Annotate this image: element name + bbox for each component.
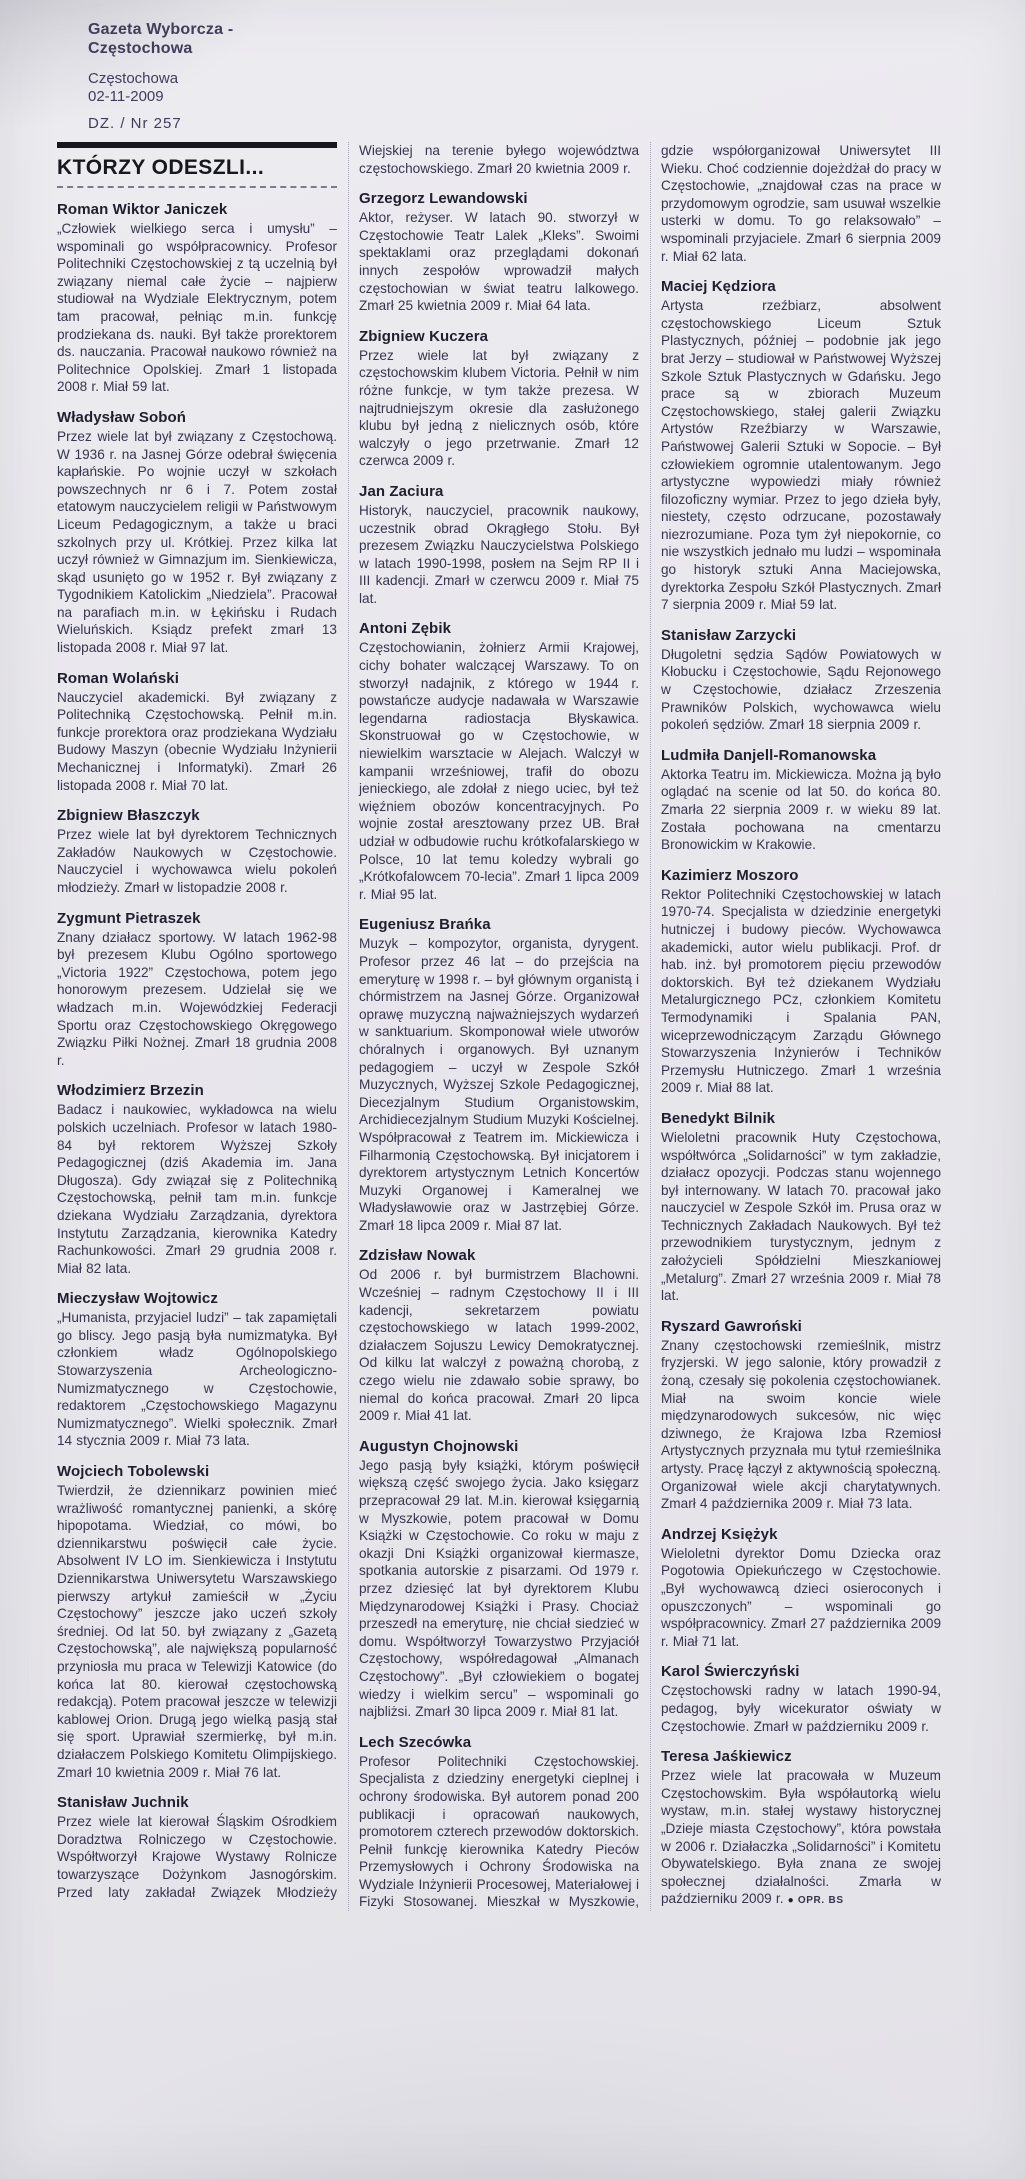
obituary-name: Stanisław Juchnik	[57, 1794, 189, 1812]
compiler-credit: OPR. BS	[797, 1895, 844, 1907]
obituary-name: Kazimierz Moszoro	[661, 866, 799, 884]
masthead-city: Częstochowa	[88, 70, 179, 87]
obituary-name: Zbigniew Błaszczyk	[57, 807, 200, 825]
obituary-text: Przez wiele lat kierował Śląskim Ośrodkiem Doradztwa Rolniczego w Częstochowie. Współtworzył Krajowe Wystawy Rolnicze towarzyszące Dożynkom Jasnogórskim. Przed laty zakładał Związek Młodzieży Wiejskiej na terenie byłego województwa częstochowskiego. Zmarł 20 kwietnia 2009 r.	[57, 143, 639, 1900]
obituary-text: Częstochowski radny w latach 1990-94, pedagog, były wicekurator oświaty w Częstochowie. Zmarł w październiku 2009 r.	[661, 1683, 941, 1734]
obituary-name: Zygmunt Pietraszek	[57, 909, 201, 927]
obituary-text: Artysta rzeźbiarz, absolwent częstochowskiego Liceum Sztuk Plastycznych, później – podobnie jak jego brat Jerzy – studiował w Państwowej Wyższej Szkole Sztuk Plastycznych w Gdańsku. Jego prace są w zbiorach Muzeum Częstochowskiego, stałej galerii Związku Artystów Rzeźbiarzy w Warszawie, Państwowej Galerii Sztuki w Sopocie. – Był człowiekiem ogromnie utalentowanym. Jego artystyczne wypowiedzi miały również filozoficzny wymiar. Przez to jego dzieła były, niestety, często odrzucane, pozostawały niezrozumiane. Poza tym żył niepokornie, co nie wszystkich jednało mu ludzi – wspominała go historyk sztuki Anna Maciejowska, dyrektorka Zespołu Szkół Plastycznych. Zmarł 7 sierpnia 2009 r. Miał 59 lat.	[661, 298, 941, 613]
obituary-name: Jan Zaciura	[359, 482, 444, 500]
obituary-text: Nauczyciel akademicki. Był związany z Politechniką Częstochowską. Pełnił m.in. funkcje prorektora oraz prodziekana Wydziału Budowy Maszyn (obecnie Wydziału Inżynierii Mechanicznej i Informatyki). Zmarł 26 listopada 2008 r. Miał 70 lat.	[57, 689, 337, 793]
obituary-entry	[57, 807, 337, 896]
obituary-text: Przez wiele lat był dyrektorem Technicznych Zakładów Naukowych w Częstochowie. Nauczyciel i wychowawca wielu pokoleń młodzieży. Zmarł w listopadzie 2008 r.	[57, 827, 337, 895]
obituary-name: Ryszard Gawroński	[661, 1317, 802, 1335]
publication-title-line1: Gazeta Wyborcza -	[88, 21, 234, 38]
article-title: KTÓRZY ODESZLI...	[57, 156, 265, 179]
obituary-name: Stanisław Zarzycki	[661, 626, 797, 644]
obituary-name: Zbigniew Kuczera	[359, 327, 489, 345]
obituary-entry	[661, 867, 941, 1097]
obituary-entry	[57, 1290, 337, 1450]
obituary-name: Karol Świerczyński	[661, 1663, 800, 1681]
obituary-text: Wieloletni pracownik Huty Częstochowa, współtwórca „Solidarności” w tym zakładzie, działacz opozycji. Podczas stanu wojennego był internowany. W latach 70. pracował jako nauczyciel w Zespole Szkół im. Prusa oraz w Technicznych Zakładach Naukowych. Był też przewodnikiem turystycznym, jednym z założycieli Spółdzielni Mieszkaniowej „Metalurg”. Zmarł 27 września 2009 r. Miał 78 lat.	[661, 1129, 941, 1304]
article-title-block	[57, 142, 337, 188]
obituary-name: Mieczysław Wojtowicz	[57, 1290, 218, 1308]
obituary-name: Teresa Jaśkiewicz	[661, 1748, 792, 1766]
obituary-name: Wojciech Tobolewski	[57, 1463, 210, 1481]
obituary-entry	[359, 190, 639, 315]
obituary-text: Rektor Politechniki Częstochowskiej w latach 1970-74. Specjalista w dziedzinie energetyki hutniczej i budowy pieców. Wychowawca akademicki, autor wielu publikacji. Prof. dr hab. inż. był promotorem pięciu przewodów doktorskich. Był też dziekanem Wydziału Metalurgicznego PCz, członkiem Komitetu Termodynamiki i Spalania PAN, wiceprzewodniczącym Zarządu Głównego Stowarzyszenia Inżynierów i Techników Przemysłu Hutniczego. Zmarł 1 września 2009 r. Miał 88 lat.	[661, 886, 941, 1096]
obituary-entry	[359, 1438, 639, 1721]
obituary-entry	[57, 201, 337, 396]
obituary-text: Znany częstochowski rzemieślnik, mistrz fryzjerski. W jego salonie, który prowadził z żoną, czesały się pokolenia częstochowianek. Miał na swoim koncie wiele międzynarodowych sukcesów, nic więc dziwnego, że Krajowa Izba Rzemiosł Artystycznych przyznała mu tytuł rzemieślnika artysty. Pracę łączył z aktywnością społeczną. Organizował wiele akcji charytatywnych. Zmarł 4 października 2009 r. Miał 73 lata.	[661, 1337, 941, 1512]
obituary-name: Antoni Zębik	[359, 620, 452, 638]
obituary-text: Znany działacz sportowy. W latach 1962-98 był prezesem Klubu Ogólno sportowego „Victoria 1922” Częstochowa, potem jego honorowym prezesem. Udzielał się we władzach m.in. Wojewódzkiej Federacji Sportu oraz Częstochowskiego Okręgowego Związku Piłki Nożnej. Zmarł 18 grudnia 2008 r.	[57, 929, 337, 1068]
obituary-name: Andrzej Księżyk	[661, 1525, 778, 1543]
obituary-text: Wieloletni dyrektor Domu Dziecka oraz Pogotowia Opiekuńczego w Częstochowie. „Był wychowawcą dzieci osieroconych i opuszczonych” – wspominali go współpracownicy. Zmarł 27 października 2009 r. Miał 71 lat.	[661, 1545, 941, 1649]
obituary-text: „Człowiek wielkiego serca i umysłu” – wspominali go współpracownicy. Profesor Politechniki Częstochowskiej z tą uczelnią był związany niemal całe życie – najpierw studiował na Wydziale Elektrycznym, potem tam pracował, pełniąc m.in. funkcję prodziekana ds. nauki. Był także prorektorem ds. nauczania. Pracował naukowo również na Politechnice Opolskiej. Zmarł 1 listopada 2008 r. Miał 59 lat.	[57, 221, 337, 395]
obituary-text: Historyk, nauczyciel, pracownik naukowy, uczestnik obrad Okrągłego Stołu. Był prezesem Związku Nauczycielstwa Polskiego w latach 1990-1998, posłem na Sejm RP II i III kadencji. Zmarł w czerwcu 2009 r. Miał 75 lat.	[359, 502, 639, 606]
obituary-name: Lech Szecówka	[359, 1733, 472, 1751]
obituary-entry	[359, 916, 639, 1234]
masthead	[88, 20, 233, 133]
obituary-text: Profesor Politechniki Częstochowskiej. Specjalista z dziedziny energetyki cieplnej i ochrony środowiska. Był autorem ponad 200 publikacji i opracowań naukowych, promotorem czterech przewodów doktorskich. Pełnił funkcję kierownika Katedry Pieców Przemysłowych i Ochrony Środowiska na Wydziale Inżynierii Procesowej, Materiałowej i Fizyki Stosowanej. Mieszkał w Myszkowie, gdzie współorganizował Uniwersytet III Wieku. Choć codziennie dojeżdżał do pracy w Częstochowie, „znajdował czas na prace w przydomowym ogrodzie, sam usuwał wszelkie usterki w domu. To go relaksowało” – wspominali przyjaciele. Zmarł 6 sierpnia 2009 r. Miał 62 lata.	[359, 143, 941, 1910]
obituary-text: Przez wiele lat był związany z Częstochową. W 1936 r. na Jasnej Górze odebrał święcenia kapłańskie. Po wojnie uczył w szkołach powszechnych nr 6 i 7. Potem został etatowym nauczycielem religii w Państwowym Liceum Pedagogicznym, a także u braci szkolnych przy ul. Krótkiej. Przez kilka lat uczył również w Gimnazjum im. Sienkiewicza, skąd usunięto go w 1952 r. Był związany z Tygodnikiem Katolickim „Niedziela”. Pracował na parafiach m.in. w Łękińsku i Rudach Wieluńskich. Ksiądz prefekt zmarł 13 listopada 2008 r. Miał 97 lat.	[57, 428, 337, 656]
obituary-entry	[57, 409, 337, 657]
obituary-text: Od 2006 r. był burmistrzem Blachowni. Wcześniej – radnym Częstochowy II i III kadencji, sekretarzem powiatu częstochowskiego w latach 1999-2002, działaczem Sojuszu Lewicy Demokratycznej. Od kilku lat walczył z poważną chorobą, z czego wielu nie zdawało sobie sprawy, bo niemal do końca pracował. Zmarł 20 lipca 2009 r. Miał 41 lat.	[359, 1267, 639, 1424]
obituary-entry	[57, 670, 337, 795]
obituary-name: Benedykt Bilnik	[661, 1109, 776, 1127]
masthead-date: 02-11-2009	[88, 88, 164, 105]
obituary-entry	[661, 1526, 941, 1651]
obituary-name: Roman Wiktor Janiczek	[57, 201, 228, 218]
obituary-text: Muzyk – kompozytor, organista, dyrygent. Profesor przez 46 lat – do przejścia na emeryturę w 1998 r. – był głównym organistą i chórmistrzem na Jasnej Górze. Organizował oprawę muzyczną najważniejszych wydarzeń w sanktuarium. Skomponował wiele utworów chóralnych i organowych. Był uznanym pedagogiem – uczył w Zespole Szkół Muzycznych, Wyższej Szkole Pedagogicznej, Diecezjalnym Studium Organistowskim, Archidiecezjalnym Studium Muzyki Kościelnej. Współpracował z Teatrem im. Mickiewicza i Filharmonią Częstochowską. Był inicjatorem i dyrektorem artystycznym Letnich Koncertów Muzyki Organowej i Kameralnej we Władysławowie oraz w Jastrzębiej Górze. Zmarł 18 lipca 2009 r. Miał 87 lat.	[359, 936, 639, 1233]
obituary-entry	[359, 620, 639, 903]
obituary-name: Ludmiła Danjell-Romanowska	[661, 746, 877, 764]
obituary-name: Włodzimierz Brzezin	[57, 1082, 204, 1100]
publication-title-line2: Częstochowa	[88, 40, 193, 57]
obituary-entry	[661, 1663, 941, 1735]
obituary-text: Aktorka Teatru im. Mickiewicza. Można ją było oglądać na scenie od lat 50. do końca 80. Zmarła 22 sierpnia 2009 r. w wieku 89 lat. Została pochowana na cmentarzu Bronowickim w Krakowie.	[661, 766, 941, 853]
obituary-name: Maciej Kędziora	[661, 278, 776, 296]
obituary-name: Zdzisław Nowak	[359, 1247, 476, 1265]
masthead-issue-number: DZ. / Nr 257	[88, 115, 182, 132]
obituary-entry	[661, 1110, 941, 1305]
obituary-name: Grzegorz Lewandowski	[359, 190, 528, 208]
obituary-name: Władysław Soboń	[57, 408, 187, 426]
obituary-text-span: Przez wiele lat pracowała w Muzeum Częstochowskim. Była współautorką wielu wystaw, m.in. stałej wystawy historycznej „Dzieje miasta Częstochowy”, która powstała w 2006 r. Działaczka „Solidarności” i Komitetu Obywatelskiego. Była znana ze swojej społecznej działalności. Zmarła w październiku 2009 r.	[661, 1768, 941, 1907]
obituary-text: Długoletni sędzia Sądów Powiatowych w Kłobucku i Częstochowie, Sądu Rejonowego w Częstochowie, działacz Zrzeszenia Prawników Polskich, wychowawca wielu pokoleń sędziów. Zmarł 18 sierpnia 2009 r.	[661, 646, 941, 733]
obituary-entry	[57, 1463, 337, 1781]
obituary-name: Roman Wolański	[57, 669, 179, 687]
article-end-dot-icon: ●	[787, 1895, 794, 1907]
obituary-entry	[661, 1318, 941, 1513]
obituary-entry	[661, 747, 941, 854]
obituary-text: Twierdził, że dziennikarz powinien mieć wrażliwość romantycznej panienki, a skórę hipopotama. Wiedział, co mówi, bo dziennikarstwu poświęcił całe życie. Absolwent IV LO im. Sienkiewicza i Instytutu Dziennikarstwa Uniwersytetu Warszawskiego pierwszy artykuł zamieścił w „Życiu Częstochowy” jeszcze jako uczeń szkoły średniej. Od lat 50. był związany z „Gazetą Częstochowską”, ale największą popularność przyniosła mu praca w Telewizji Katowice (do końca lat 80. kierował częstochowską redakcją). Potem pracował jeszcze w telewizji kablowej Orion. Drugą jego wielką pasją stał się sport. Uprawiał szermierkę, był m.in. działaczem Polskiego Komitetu Olimpijskiego. Zmarł 10 kwietnia 2009 r. Miał 76 lat.	[57, 1483, 337, 1780]
obituary-text: Badacz i naukowiec, wykładowca na wielu polskich uczelniach. Profesor w latach 1980-84 był rektorem Wyższej Szkoły Pedagogicznej (dziś Akademia im. Jana Długosza). Gdy związał się z Politechniką Częstochowską, pełnił tam m.in. funkcje dziekana Wydziału Zarządzania, dyrektora Instytutu Zarządzania, kierownika Katedry Rachunkowości. Zmarł 29 grudnia 2008 r. Miał 82 lata.	[57, 1102, 337, 1276]
obituary-entry	[57, 910, 337, 1070]
obituary-text: Aktor, reżyser. W latach 90. stworzył w Częstochowie Teatr Lalek „Kleks”. Swoimi spektaklami oraz przeglądami dokonań innych zespołów wprowadził małych częstochowian w świat teatru lalkowego. Zmarł 25 kwietnia 2009 r. Miał 64 lata.	[359, 210, 639, 314]
obituary-text: Częstochowianin, żołnierz Armii Krajowej, cichy bohater walczącej Warszawy. To on stworzył nadajnik, z którego w 1944 r. powstańcze audycje nadawała w Warszawie legendarna radiostacja Błyskawica. Skonstruował go w Częstochowie, w niewielkim warsztacie w Alejach. Walczył w kampanii wrześniowej, trafił do obozu jenieckiego, ale zdołał z niego uciec, był też więźniem obozów koncentracyjnych. Po wojnie został aresztowany przez UB. Brał udział w odbudowie ruchu krótkofalarskiego w Polsce, 10 lat temu koledzy wybrali go „Krótkofalowcem 70-lecia”. Zmarł 1 lipca 2009 r. Miał 95 lat.	[359, 640, 639, 902]
obituary-text: „Humanista, przyjaciel ludzi” – tak zapamiętali go bliscy. Jego pasją była numizmatyka. Był członkiem władz Ogólnopolskiego Stowarzyszenia Archeologiczno-Numizmatycznego w Częstochowie, redaktorem „Częstochowskiego Magazynu Numizmatycznego”. Wielki społecznik. Zmarł 14 stycznia 2009 r. Miał 73 lata.	[57, 1310, 337, 1449]
obituary-entry	[661, 278, 941, 614]
article-columns	[57, 142, 941, 1911]
obituary-text: Przez wiele lat był związany z częstochowskim klubem Victoria. Pełnił w nim różne funkcje, w tym także prezesa. W najtrudniejszym okresie dla zasłużonego klubu był jedną z nielicznych osób, które walczyły o jego przetrwanie. Zmarł 12 czerwca 2009 r.	[359, 347, 639, 469]
obituary-text: Jego pasją były książki, którym poświęcił większą część swojego życia. Jako księgarz przepracował 29 lat. M.in. kierował księgarnią w Myszkowie, potem pracował w Domu Książki w Częstochowie. Co roku w maju z okazji Dni Książki organizował kiermasze, spotkania autorskie z pisarzami. Od 1979 r. przez dziesięć lat był dyrektorem Klubu Międzynarodowej Książki i Prasy. Chociaż przeszedł na emeryturę, nie chciał siedzieć w domu. Współtworzył Towarzystwo Przyjaciół Częstochowy, współredagował „Almanach Częstochowy”. „Był człowiekiem o bogatej wiedzy i wielkim sercu” – wspominali go najbliżsi. Zmarł 30 lipca 2009 r. Miał 81 lat.	[359, 1457, 639, 1720]
obituary-entry	[359, 328, 639, 470]
obituary-entry	[359, 1247, 639, 1424]
obituary-name: Augustyn Chojnowski	[359, 1437, 519, 1455]
obituary-name: Eugeniusz Brańka	[359, 916, 491, 934]
obituary-entry	[359, 483, 639, 608]
obituary-text	[661, 1767, 941, 1910]
obituary-entry	[661, 1748, 941, 1910]
obituary-entry	[57, 1082, 337, 1277]
obituary-entry	[661, 627, 941, 734]
